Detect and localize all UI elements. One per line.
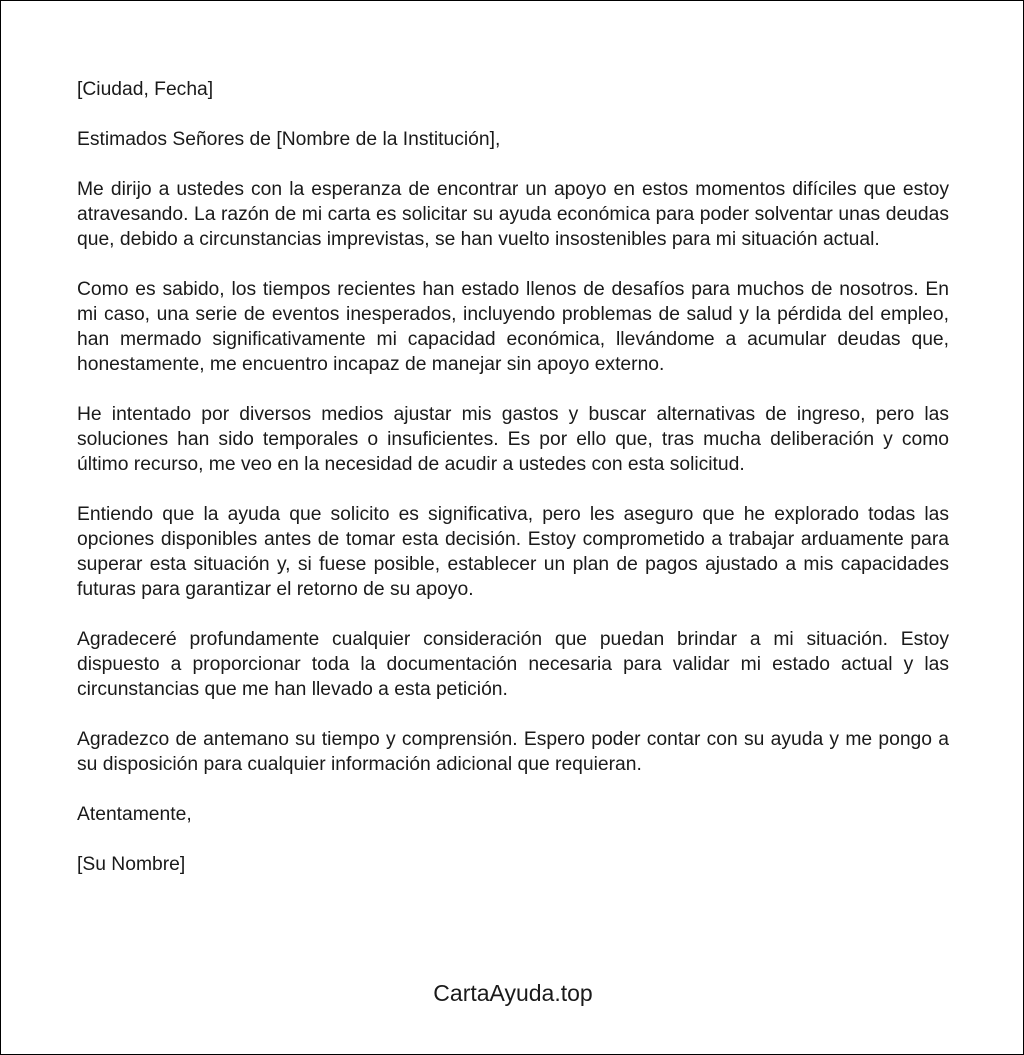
closing: Atentamente, — [77, 804, 192, 825]
letter-body — [77, 77, 949, 902]
paragraph-5: Agradeceré profundamente cualquier consideración que puedan brindar a mi situación. Estoy dispuesto a proporcionar toda la documentación necesaria para validar mi estado actual y las circunstancias que me han llevado a esta petición. — [77, 629, 949, 700]
paragraph-6: Agradezco de antemano su tiempo y comprensión. Espero poder contar con su ayuda y me pongo a su disposición para cualquier información adicional que requieran. — [77, 729, 949, 775]
salutation: Estimados Señores de [Nombre de la Institución], — [77, 129, 501, 150]
paragraph-4: Entiendo que la ayuda que solicito es significativa, pero les aseguro que he explorado todas las opciones disponibles antes de tomar esta decisión. Estoy comprometido a trabajar arduamente para superar esta situación y, si fuese posible, establecer un plan de pagos ajustado a mis capacidades futuras para garantizar el retorno de su apoyo. — [77, 504, 949, 600]
place-date: [Ciudad, Fecha] — [77, 79, 214, 100]
paragraph-2: Como es sabido, los tiempos recientes han estado llenos de desafíos para muchos de nosotros. En mi caso, una serie de eventos inesperados, incluyendo problemas de salud y la pérdida del empleo, han mermado significativamente mi capacidad económica, llevándome a acumular deudas que, honestamente, me encuentro incapaz de manejar sin apoyo externo. — [77, 279, 949, 375]
paragraph-1: Me dirijo a ustedes con la esperanza de encontrar un apoyo en estos momentos difíciles que estoy atravesando. La razón de mi carta es solicitar su ayuda económica para poder solventar unas deudas que, debido a circunstancias imprevistas, se han vuelto insostenibles para mi situación actual. — [77, 179, 949, 250]
signature: [Su Nombre] — [77, 854, 186, 875]
site-footer: CartaAyuda.top — [433, 980, 593, 1006]
paragraph-3: He intentado por diversos medios ajustar mis gastos y buscar alternativas de ingreso, pero las soluciones han sido temporales o insuficientes. Es por ello que, tras mucha deliberación y como último recurso, me veo en la necesidad de acudir a ustedes con esta solicitud. — [77, 404, 949, 475]
